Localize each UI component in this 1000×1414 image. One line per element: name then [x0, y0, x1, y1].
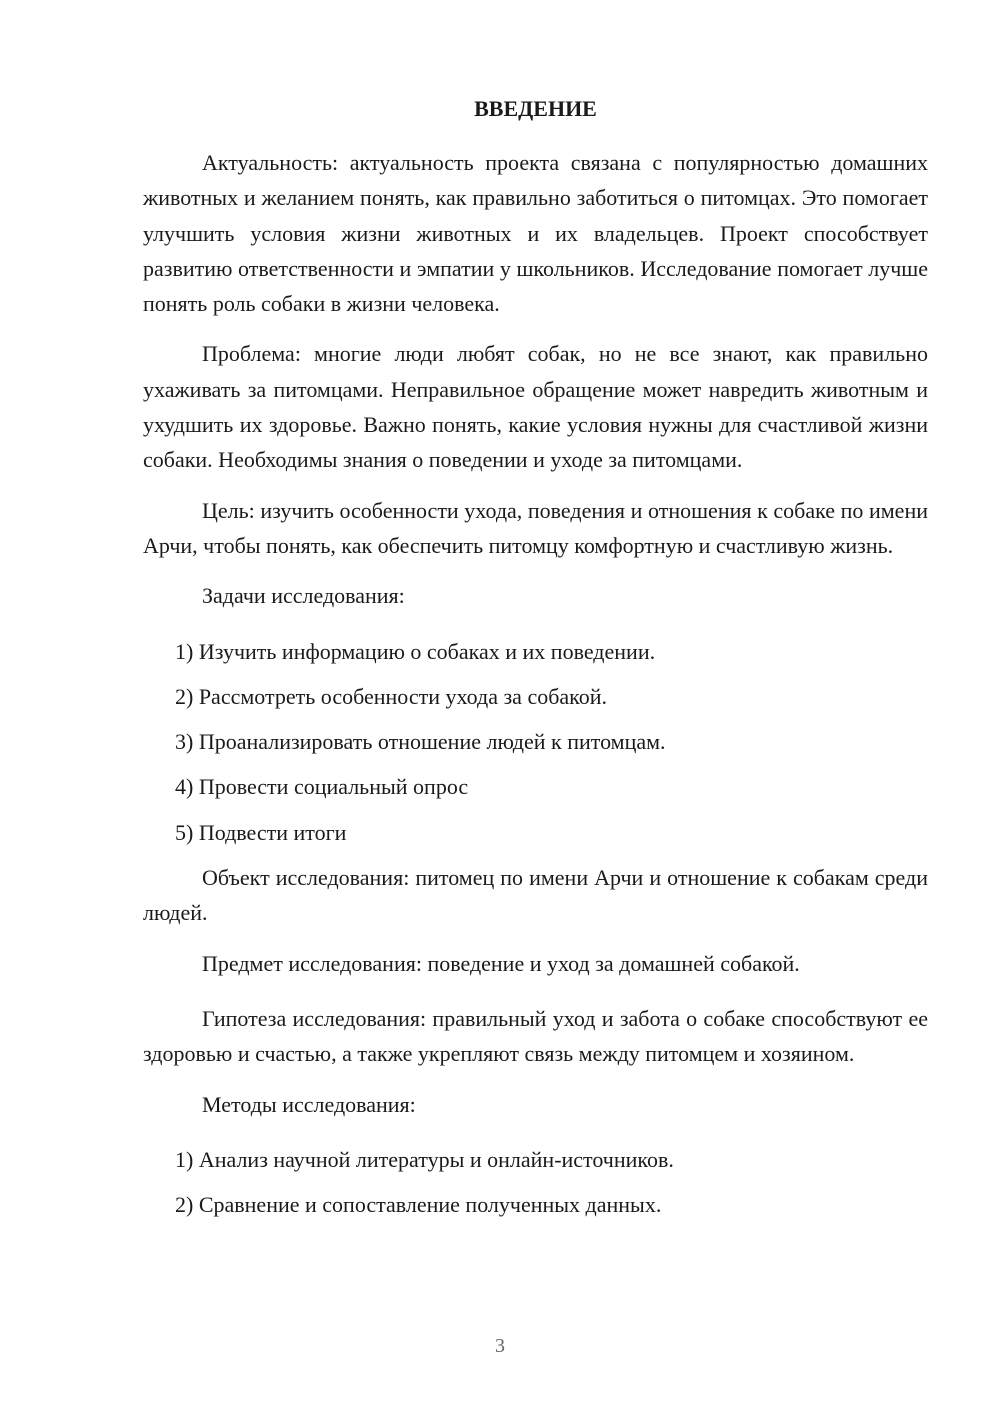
- task-item: 2) Рассмотреть особенности ухода за собакой.: [175, 683, 608, 709]
- task-item: 5) Подвести итоги: [175, 819, 347, 845]
- object-paragraph: Объект исследования: питомец по имени Арчи и отношение к собакам среди людей.: [143, 865, 928, 926]
- document-title: ВВЕДЕНИЕ: [474, 96, 597, 121]
- task-item: 4) Провести социальный опрос: [175, 774, 469, 800]
- goal-paragraph: Цель: изучить особенности ухода, поведения и отношения к собаке по имени Арчи, чтобы понять, как обеспечить питомцу комфортную и счастливую жизнь.: [143, 497, 928, 558]
- task-item: 1) Изучить информацию о собаках и их поведении.: [175, 638, 656, 664]
- tasks-heading: Задачи исследования:: [202, 583, 405, 609]
- problem-paragraph: Проблема: многие люди любят собак, но не все знают, как правильно ухаживать за питомцами. Неправильное обращение может навредить животным и ухудшить их здоровье. Важно понять, какие условия нужны для счастливой жизни собаки. Необходимы знания о поведении и уходе за питомцами.: [143, 341, 928, 473]
- method-item: 2) Сравнение и сопоставление полученных данных.: [175, 1192, 662, 1218]
- page-number: 3: [495, 1335, 505, 1357]
- task-item: 3) Проанализировать отношение людей к питомцам.: [175, 729, 666, 755]
- method-item: 1) Анализ научной литературы и онлайн-источников.: [175, 1146, 674, 1172]
- document-page: [143, 94, 928, 1232]
- hypothesis-paragraph: Гипотеза исследования: правильный уход и забота о собаке способствуют ее здоровью и счастью, а также укрепляют связь между питомцем и хозяином.: [143, 1005, 928, 1067]
- methods-heading: Методы исследования:: [202, 1091, 416, 1117]
- subject-paragraph: Предмет исследования: поведение и уход за домашней собакой.: [202, 950, 800, 976]
- relevance-paragraph: Актуальность: актуальность проекта связана с популярностью домашних животных и желанием понять, как правильно заботиться о питомцах. Это помогает улучшить условия жизни животных и их владельцев. Проект способствует развитию ответственности и эмпатии у школьников. Исследование помогает лучше понять роль собаки в жизни человека.: [143, 150, 928, 317]
